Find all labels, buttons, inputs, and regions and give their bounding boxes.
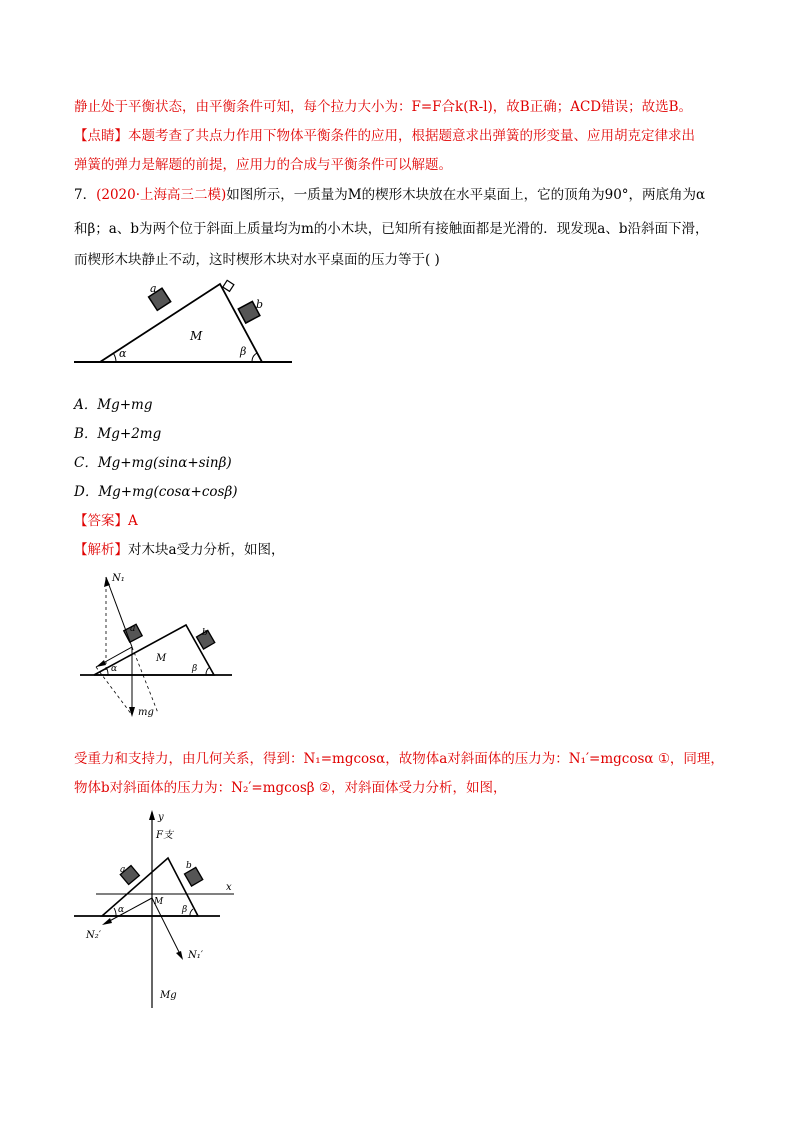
comment-line-1 (74, 127, 695, 145)
block-a-label: a (150, 282, 157, 295)
n1-prime-label: N₁′ (188, 950, 204, 961)
force-figure-wedge (74, 808, 244, 1022)
wedge-m-label: M (156, 653, 167, 664)
analysis-line-3: 物体b对斜面体的压力为：N₂′=mgcosβ ②，对斜面体受力分析，如图， (74, 780, 507, 796)
comment-text-1: 本题考查了共点力作用下物体平衡条件的应用，根据题意求出弹簧的形变量、应用胡克定律求出 (128, 128, 695, 144)
analysis-text-1: 对木块a受力分析，如图， (128, 542, 285, 558)
alpha-label: α (118, 905, 125, 915)
wedge-figure-1 (74, 278, 296, 370)
block-b-label: b (186, 861, 192, 871)
option-b: B．Mg+2mg (74, 426, 162, 442)
alpha-label: α (119, 347, 127, 360)
y-axis-label: y (158, 812, 164, 823)
f-support-label: F支 (156, 830, 173, 841)
text-line-1: 静止处于平衡状态，由平衡条件可知，每个拉力大小为：F=F合k(R-l)，故B正确；ACD错误；故选B。 (74, 99, 693, 115)
analysis-line-1 (74, 541, 285, 559)
mg-label: Mg (160, 990, 177, 1001)
comment-tag: 【点睛】 (74, 128, 128, 144)
question-number: 7． (74, 187, 97, 203)
beta-label: β (192, 664, 198, 674)
beta-label: β (240, 345, 247, 358)
question-source: (2020·上海高三二模) (96, 187, 227, 203)
comment-line-2: 弹簧的弹力是解题的前提，应用力的合成与平衡条件可以解题。 (74, 157, 452, 173)
block-a-label: a (120, 865, 126, 875)
option-c: C．Mg+mg(sinα+sinβ) (74, 455, 232, 471)
n1-label: N₁ (112, 573, 125, 584)
x-axis-label: x (226, 882, 232, 893)
block-a-label: a (130, 624, 136, 634)
question-line-2: 和β；a、b为两个位于斜面上质量均为m的小木块，已知所有接触面都是光滑的．现发现a、b沿斜面下滑， (74, 221, 709, 237)
analysis-line-2: 受重力和支持力，由几何关系，得到：N₁=mgcosα，故物体a对斜面体的压力为：N₁′=mgcosα ①，同理， (74, 751, 724, 767)
answer: 【答案】A (74, 513, 138, 529)
question-line-1 (74, 186, 705, 204)
beta-label: β (182, 905, 188, 915)
block-b-label: b (202, 628, 208, 638)
question-line-3: 而楔形木块静止不动，这时楔形木块对水平桌面的压力等于( ) (74, 252, 440, 268)
option-d: D．Mg+mg(cosα+cosβ) (74, 484, 238, 500)
block-b-label: b (256, 298, 264, 311)
n2-prime-label: N₂′ (86, 930, 102, 941)
question-text-1: 如图所示，一质量为M的楔形木块放在水平桌面上，它的顶角为90°，两底角为α (226, 187, 706, 203)
mg-label: mg (138, 707, 154, 718)
option-a: A．Mg+mg (74, 397, 153, 413)
force-figure-a (74, 567, 240, 725)
wedge-m-label: M (154, 897, 164, 907)
analysis-tag: 【解析】 (74, 542, 128, 558)
wedge-m-label: M (190, 329, 203, 343)
alpha-label: α (111, 664, 118, 674)
